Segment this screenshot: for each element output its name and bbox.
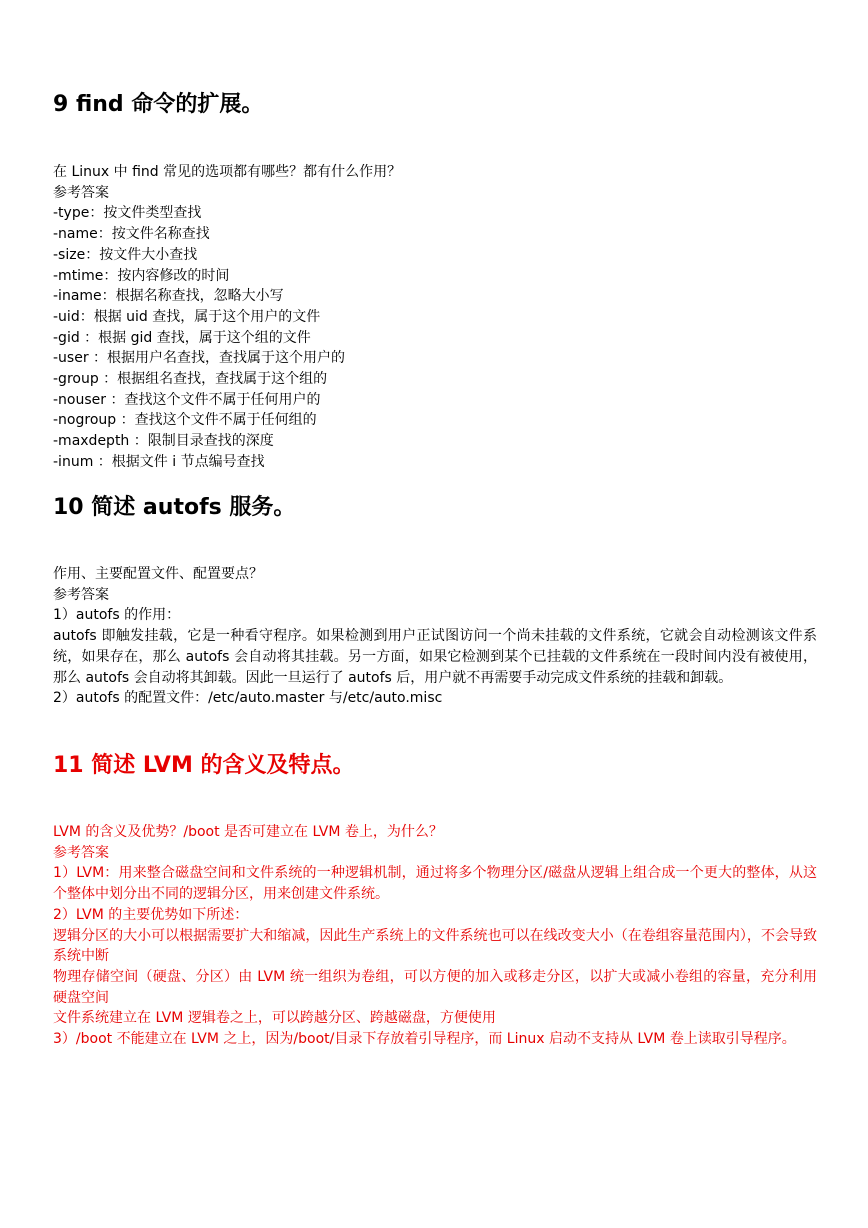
answer-label: 参考答案 — [53, 184, 109, 201]
answer-paragraph: 物理存储空间（硬盘、分区）由 LVM 统一组织为卷组，可以方便的加入或移走分区，以扩大或减小卷组的容量，充分利用硬盘空间 — [53, 968, 817, 1006]
answer-paragraph: 1）LVM：用来整合磁盘空间和文件系统的一种逻辑机制，通过将多个物理分区/磁盘从逻辑上组合成一个更大的整体，从这个整体中划分出不同的逻辑分区，用来创建文件系统。 — [53, 865, 817, 903]
section-body-find — [53, 162, 817, 473]
find-option-line: -mtime：按内容修改的时间 — [53, 267, 230, 284]
answer-paragraph: autofs 即触发挂载，它是一种看守程序。如果检测到用户正试图访问一个尚未挂载的文件系统，它就会自动检测该文件系统，如果存在，那么 autofs 会自动将其挂载。另一方面，如果它检测到某个已挂载的文件系统在一段时间内没有被使用，那么 autofs 会自动将其卸载。因此一旦运行了 autofs 后，用户就不再需要手动完成文件系统的挂载和卸载。 — [53, 628, 817, 686]
section-body-lvm — [53, 822, 817, 1050]
find-option-line: -maxdepth ：限制目录查找的深度 — [53, 433, 274, 450]
section-heading-autofs: 10 简述 autofs 服务。 — [53, 495, 296, 520]
answer-label: 参考答案 — [53, 586, 109, 603]
answer-line: 文件系统建立在 LVM 逻辑卷之上，可以跨越分区、跨越磁盘，方便使用 — [53, 1010, 496, 1027]
find-option-line: -nouser ：查找这个文件不属于任何用户的 — [53, 391, 321, 408]
find-option-line: -gid ：根据 gid 查找，属于这个组的文件 — [53, 329, 311, 346]
answer-line: 2）LVM 的主要优势如下所述： — [53, 906, 249, 923]
find-option-line: -iname：根据名称查找，忽略大小写 — [53, 288, 284, 305]
section-heading-find: 9 find 命令的扩展。 — [53, 92, 264, 117]
question-text: 作用、主要配置文件、配置要点？ — [53, 566, 263, 582]
answer-paragraph: 逻辑分区的大小可以根据需要扩大和缩减，因此生产系统上的文件系统也可以在线改变大小（在卷组容量范围内），不会导致系统中断 — [53, 927, 817, 965]
question-text: 在 Linux 中 find 常见的选项都有哪些？都有什么作用？ — [53, 164, 402, 180]
answer-line: 1）autofs 的作用： — [53, 607, 181, 624]
answer-paragraph: 3）/boot 不能建立在 LVM 之上，因为/boot/目录下存放着引导程序，而 Linux 启动不支持从 LVM 卷上读取引导程序。 — [53, 1031, 796, 1048]
find-option-line: -name：按文件名称查找 — [53, 226, 210, 243]
question-text: LVM 的含义及优势？/boot 是否可建立在 LVM 卷上，为什么？ — [53, 824, 443, 840]
find-option-line: -size：按文件大小查找 — [53, 246, 198, 263]
find-option-line: -uid：根据 uid 查找，属于这个用户的文件 — [53, 308, 321, 325]
section-heading-lvm: 11 简述 LVM 的含义及特点。 — [53, 753, 355, 778]
find-option-line: -inum ：根据文件 i 节点编号查找 — [53, 453, 265, 470]
answer-line: 2）autofs 的配置文件：/etc/auto.master 与/etc/auto.misc — [53, 690, 443, 707]
find-option-line: -type：按文件类型查找 — [53, 205, 202, 222]
find-option-line: -group ：根据组名查找，查找属于这个组的 — [53, 371, 328, 388]
find-option-line: -user ：根据用户名查找，查找属于这个用户的 — [53, 350, 346, 367]
find-option-line: -nogroup ：查找这个文件不属于任何组的 — [53, 412, 317, 429]
answer-label: 参考答案 — [53, 844, 109, 861]
section-body-autofs — [53, 564, 817, 709]
